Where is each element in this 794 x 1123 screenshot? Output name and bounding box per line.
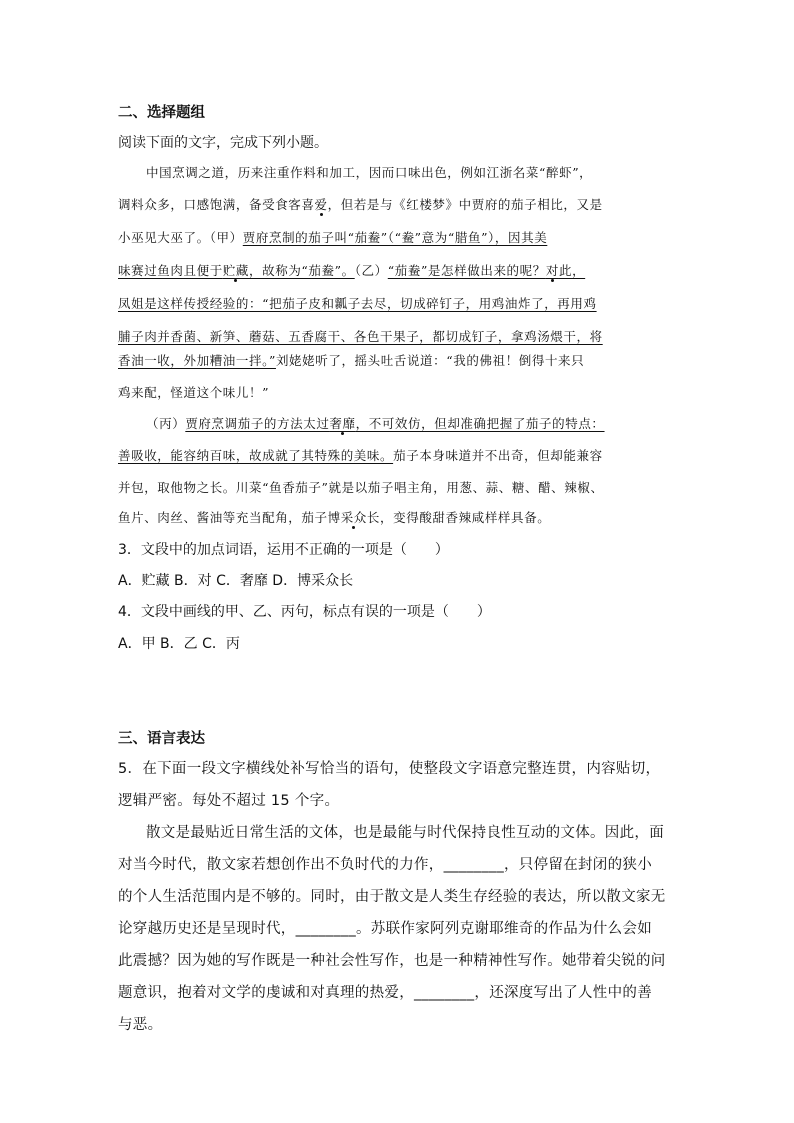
passage-line: （丙）贾府烹调茄子的方法太过奢靡，不可效仿，但却准确把握了茄子的特点：	[146, 416, 605, 431]
passage-line: 并包，取他物之长。川菜“鱼香茄子”就是以茄子唱主角，用葱、蒜、糖、醋、辣椒、	[118, 480, 604, 495]
passage-line: 中国烹调之道，历来注重作料和加工，因而口味出色，例如江浙名菜“醉虾”，	[146, 165, 593, 180]
essay-line: 的个人生活范围内是不够的。同时，由于散文是人类生存经验的表达，所以散文家无	[118, 889, 666, 905]
essay-line: 题意识，抱着对文学的虔诚和对真理的热爱，________，还深度写出了人性中的善	[118, 985, 652, 1001]
underlined-sentence-yi: “茄鲞”是怎样做出来的呢？	[387, 263, 546, 278]
dotted-word: 奢靡	[329, 416, 356, 431]
question-4-stem: 4．文段中画线的甲、乙、丙句，标点有误的一项是（ ）	[118, 604, 491, 620]
essay-line: 与恶。	[118, 1017, 163, 1033]
section-heading-language: 三、语言表达	[118, 731, 205, 747]
dotted-word: 对	[545, 263, 559, 278]
question-4-options: A．甲 B．乙 C．丙	[118, 636, 240, 652]
passage-line: 脯子肉并香菌、新笋、蘑菇、五香腐干、各色干果子，都切成钉子，拿鸡汤煨干，将	[118, 329, 603, 344]
section-heading-choice: 二、选择题组	[118, 105, 205, 121]
essay-line: 散文是最贴近日常生活的文体，也是最能与时代保持良性互动的文体。因此，面	[146, 825, 664, 841]
passage-line: 凤姐是这样传授经验的：“把茄子皮和瓤子去尽，切成碎钉子，用鸡油炸了，再用鸡	[118, 296, 597, 311]
underlined-sentence-bing: 贾府烹调茄子的方法太过	[185, 416, 330, 431]
passage-line: 调料众多，口感饱满，备受食客喜爱，但若是与《红楼梦》中贾府的茄子相比，又是	[118, 197, 603, 212]
reading-instruction: 阅读下面的文字，完成下列小题。	[118, 135, 328, 151]
underlined-sentence-jia: 贾府烹制的茄子叫“茄鲞”（“鲞”意为“腊鱼”），因其美	[242, 230, 548, 245]
passage-line: 香油一收，外加糟油一拌。”刘姥姥听了，摇头吐舌说道：“我的佛祖！倒得十来只	[118, 353, 585, 368]
passage-line: 味赛过鱼肉且便于贮藏，故称为“茄鲞”。（乙）“茄鲞”是怎样做出来的呢？对此，	[118, 263, 586, 278]
passage-line: 善吸收，能容纳百味，故成就了其特殊的美味。茄子本身味道并不出奇，但却能兼容	[118, 448, 603, 463]
dotted-word: 爱	[314, 197, 328, 212]
passage-line: 小巫见大巫了。（甲）贾府烹制的茄子叫“茄鲞”（“鲞”意为“腊鱼”），因其美	[118, 230, 548, 245]
essay-line: 对当今时代，散文家若想创作出不负时代的力作，________，只停留在封闭的狭小	[118, 857, 652, 873]
question-5-stem: 5．在下面一段文字横线处补写恰当的语句，使整段文字语意完整连贯，内容贴切，	[118, 761, 661, 777]
dotted-word: 贮藏	[222, 263, 250, 278]
passage-line: 鸡来配，怪道这个味儿！”	[118, 385, 270, 400]
question-3-options: A．贮藏 B．对 C．奢靡 D．博采众长	[118, 573, 354, 589]
passage-line: 鱼片、肉丝、酱油等充当配角，茄子博采众长，变得酸甜香辣咸样样具备。	[118, 510, 551, 525]
question-5-stem: 逻辑严密。每处不超过 15 个字。	[118, 793, 340, 809]
essay-line: 论穿越历史还是呈现时代，________。苏联作家阿列克谢耶维奇的作品为什么会如	[118, 921, 652, 937]
dotted-word: 博采众长	[327, 510, 381, 525]
essay-line: 此震撼？因为她的写作既是一种社会性写作，也是一种精神性写作。她带着尖锐的问	[118, 953, 666, 969]
question-3-stem: 3．文段中的加点词语，运用不正确的一项是（ ）	[118, 542, 449, 558]
